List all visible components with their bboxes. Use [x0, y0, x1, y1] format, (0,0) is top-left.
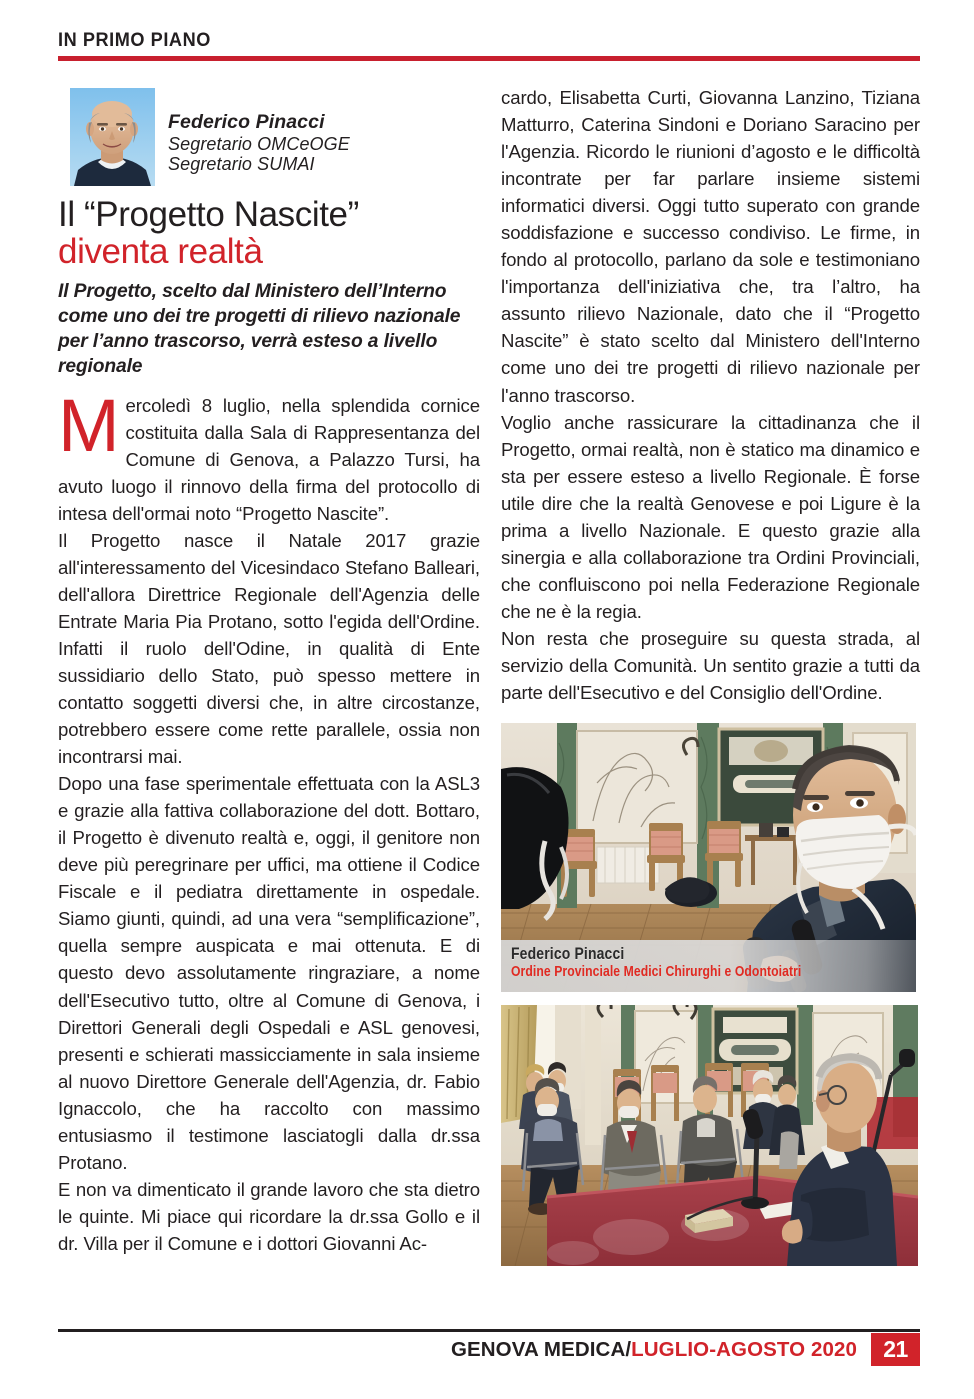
ceremony-photo — [501, 1005, 918, 1266]
body-paragraph: Non resta che proseguire su questa strada, al servizio della Comunità. Un sentito grazie a tutti da parte dell'Esecutivo e del Consiglio dell'Ordine. — [501, 627, 920, 704]
interview-photo — [501, 723, 916, 992]
article-deck: Il Progetto, scelto dal Ministero dell’Interno come uno dei tre progetti di rilievo nazionale per l’anno trascorso, verrà esteso a livello regionale — [58, 281, 461, 378]
page-footer — [58, 1329, 920, 1366]
footer-title — [451, 1333, 871, 1366]
article-headline — [58, 196, 480, 270]
ceremony-photo-image — [501, 1005, 918, 1266]
footer-rule — [58, 1329, 920, 1332]
headline-line-1: Il “Progetto Nascite” — [58, 195, 359, 234]
left-column — [58, 84, 480, 1257]
body-paragraph: Il Progetto nasce il Natale 2017 grazie all'interessamento del Vicesindaco Stefano Balleari, dell'allora Direttrice Regionale dell'Agenzia delle Entrate Maria Pia Protano, sotto l'egida dell'Ordine. Infatti il ruolo dell'Odine, in qualità di Ente sussidiario dello Stato, può spesso mettere in contatto soggetti diversi che, in altre circostanze, potrebbero essere come rette parallele, ossia non incontrarsi mai. — [58, 529, 480, 768]
author-role-line-1: Segretario OMCeOGE — [168, 133, 350, 154]
body-paragraph: Voglio anche rassicurare la cittadinanza che il Progetto, ormai realtà, non è statico ma dinamico e sta per essere esteso a livello Regionale. È forse utile dire che la realtà Genovese e poi Ligure è la prima a livello Nazionale. E questo grazie alla sinergia e alla collaborazione tra Ordini Provinciali, che confluiscono poi nella Federazione Regionale che ne è la regia. — [501, 411, 920, 622]
footer-issue: LUGLIO-AGOSTO 2020 — [631, 1337, 857, 1361]
author-role-line-2: Segretario SUMAI — [168, 154, 315, 175]
author-portrait-image — [70, 88, 155, 186]
author-name: Federico Pinacci — [168, 111, 325, 133]
page-number-badge: 21 — [871, 1333, 920, 1366]
body-paragraph: cardo, Elisabetta Curti, Giovanna Lanzino, Tiziana Matturro, Caterina Sindoni e Doriano Saracino per l'Agenzia. Ricordo le riunioni d’agosto e le difficoltà incontrate per far parlare insieme sistemi informatici diversi. Oggi tutto superato con grande soddisfazione e successo condiviso. Le firme, in fondo al protocollo, parlano da sole e testimoniano l'importanza dell'iniziativa che, tra l’altro, ha assunto rilievo Nazionale, dato che il “Progetto Nascite” è stato scelto dal Ministero dell'Interno come uno dei tre progetti di rilievo nazionale per l'anno trascorso. — [501, 87, 920, 406]
footer-publication: GENOVA MEDICA/ — [450, 1337, 632, 1361]
lower-third-caption — [501, 940, 916, 992]
body-paragraph: Mercoledì 8 luglio, nella splendida cornice costituita dalla Sala di Rappresentanza del Comune di Genova, a Palazzo Tursi, ha avuto luogo il rinnovo della firma del protocollo di intesa dell'ormai noto “Progetto Nascite”. — [58, 383, 480, 524]
author-block — [58, 84, 480, 188]
header-red-rule — [58, 56, 920, 61]
right-column — [501, 84, 920, 1266]
footer-content — [451, 1333, 920, 1366]
lower-third-name: Federico Pinacci — [511, 944, 625, 964]
body-paragraph: Dopo una fase sperimentale effettuata con la ASL3 e grazie alla fattiva collaborazione del dott. Bottaro, il Progetto è divenuto realtà e, oggi, il genitore non deve più peregrinare per uffici, ma ottiene il Codice Fiscale e il pediatra direttamente in ospedale. Siamo giunti, quindi, ad una vera “semplificazione”, quella sempre auspicata e mai ottenuta. E di questo devo assolutamente ringraziare, a nome dell'Esecutivo tutto, oltre al Comune di Genova, i Direttori Generali degli Ospedali e ASL genovesi, presenti e schierati massicciamente in sala insieme al nuovo Direttore Generale dell'Agenzia, dr. Fabio Ignaccolo, che ha raccolto con massimo entusiasmo il testimone lasciatogli dalla dr.ssa Protano. — [58, 773, 480, 1173]
left-column-body — [58, 383, 480, 1258]
right-column-body — [501, 84, 920, 706]
lower-third-subtitle: Ordine Provinciale Medici Chirurghi e Odontoiatri — [511, 964, 802, 981]
section-kicker: IN PRIMO PIANO — [58, 29, 211, 51]
author-byline — [168, 111, 350, 175]
section-header — [58, 30, 920, 61]
headline-line-2: diventa realtà — [58, 232, 263, 272]
author-portrait-photo — [70, 88, 155, 186]
body-paragraph: E non va dimenticato il grande lavoro che sta dietro le quinte. Mi piace qui ricordare la dr.ssa Gollo e il dr. Villa per il Comune e i dottori Giovanni Ac- — [58, 1178, 480, 1254]
